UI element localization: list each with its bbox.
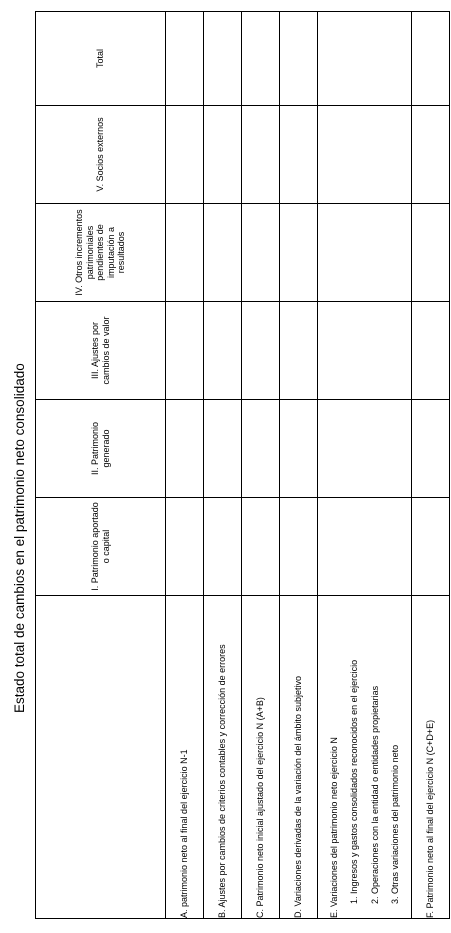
row-label-c: C. Patrimonio neto inicial ajustado del ejercicio N (A+B) xyxy=(242,596,280,919)
document-title: Estado total de cambios en el patrimonio neto consolidado xyxy=(12,363,27,713)
table-cell xyxy=(166,498,204,596)
row-label-e2: 2. Operaciones con la entidad o entidades propietarias xyxy=(369,685,380,904)
table-cell xyxy=(242,106,280,204)
table-cell xyxy=(280,498,318,596)
table-cell xyxy=(318,498,412,596)
table-cell xyxy=(412,498,450,596)
row-label-e: E. Variaciones del patrimonio neto ejercicio N xyxy=(328,737,339,918)
table-cell xyxy=(318,204,412,302)
row-label-e1: 1. Ingresos y gastos consolidados reconocidos en el ejercicio xyxy=(349,659,359,904)
table-cell xyxy=(166,12,204,106)
table-cell xyxy=(204,204,242,302)
column-header-total: Total xyxy=(36,12,166,106)
column-header-socios-externos: V. Socios externos xyxy=(36,106,166,204)
row-label-e-group xyxy=(318,596,412,919)
table-cell xyxy=(242,302,280,400)
header-empty-cell xyxy=(36,596,166,919)
row-label-a: A. patrimonio neto al final del ejercicio N-1 xyxy=(166,596,204,919)
table-cell xyxy=(204,12,242,106)
table-cell xyxy=(318,302,412,400)
table-row xyxy=(280,12,318,919)
table-cell xyxy=(242,400,280,498)
table-cell xyxy=(204,400,242,498)
column-header-patrimonio-aportado: I. Patrimonio aportado o capital xyxy=(36,498,166,596)
table-cell xyxy=(280,12,318,106)
table-cell xyxy=(204,302,242,400)
table-cell xyxy=(204,106,242,204)
table-cell xyxy=(280,302,318,400)
header-row xyxy=(36,12,166,919)
table-cell xyxy=(166,204,204,302)
table-cell xyxy=(166,106,204,204)
table-row xyxy=(166,12,204,919)
table-cell xyxy=(166,302,204,400)
table-cell xyxy=(166,400,204,498)
table-cell xyxy=(280,204,318,302)
table-row xyxy=(318,12,412,919)
row-label-d: D. Variaciones derivadas de la variación del ámbito subjetivo xyxy=(280,596,318,919)
row-label-b: B. Ajustes por cambios de criterios contables y corrección de errores xyxy=(204,596,242,919)
table-cell xyxy=(412,106,450,204)
row-label-f: F. Patrimonio neto al final del ejercicio N (C+D+E) xyxy=(412,596,450,919)
table-cell xyxy=(318,12,412,106)
table-row xyxy=(242,12,280,919)
table-cell xyxy=(242,12,280,106)
column-header-ajustes-valor: III. Ajustes por cambios de valor xyxy=(36,302,166,400)
table-row xyxy=(204,12,242,919)
table-row xyxy=(412,12,450,919)
table-cell xyxy=(204,498,242,596)
equity-changes-table xyxy=(35,11,450,919)
table-cell xyxy=(412,302,450,400)
table-cell xyxy=(318,400,412,498)
table-cell xyxy=(412,400,450,498)
table-cell xyxy=(280,106,318,204)
table-cell xyxy=(242,498,280,596)
table-cell xyxy=(412,204,450,302)
table-cell xyxy=(318,106,412,204)
table-cell xyxy=(242,204,280,302)
column-header-patrimonio-generado: II. Patrimonio generado xyxy=(36,400,166,498)
table-cell xyxy=(412,12,450,106)
row-label-e3: 3. Otras variaciones del patrimonio neto xyxy=(390,744,400,904)
column-header-otros-incrementos: IV. Otros incrementos patrimoniales pendientes de imputación a resultados xyxy=(36,204,166,302)
table-cell xyxy=(280,400,318,498)
